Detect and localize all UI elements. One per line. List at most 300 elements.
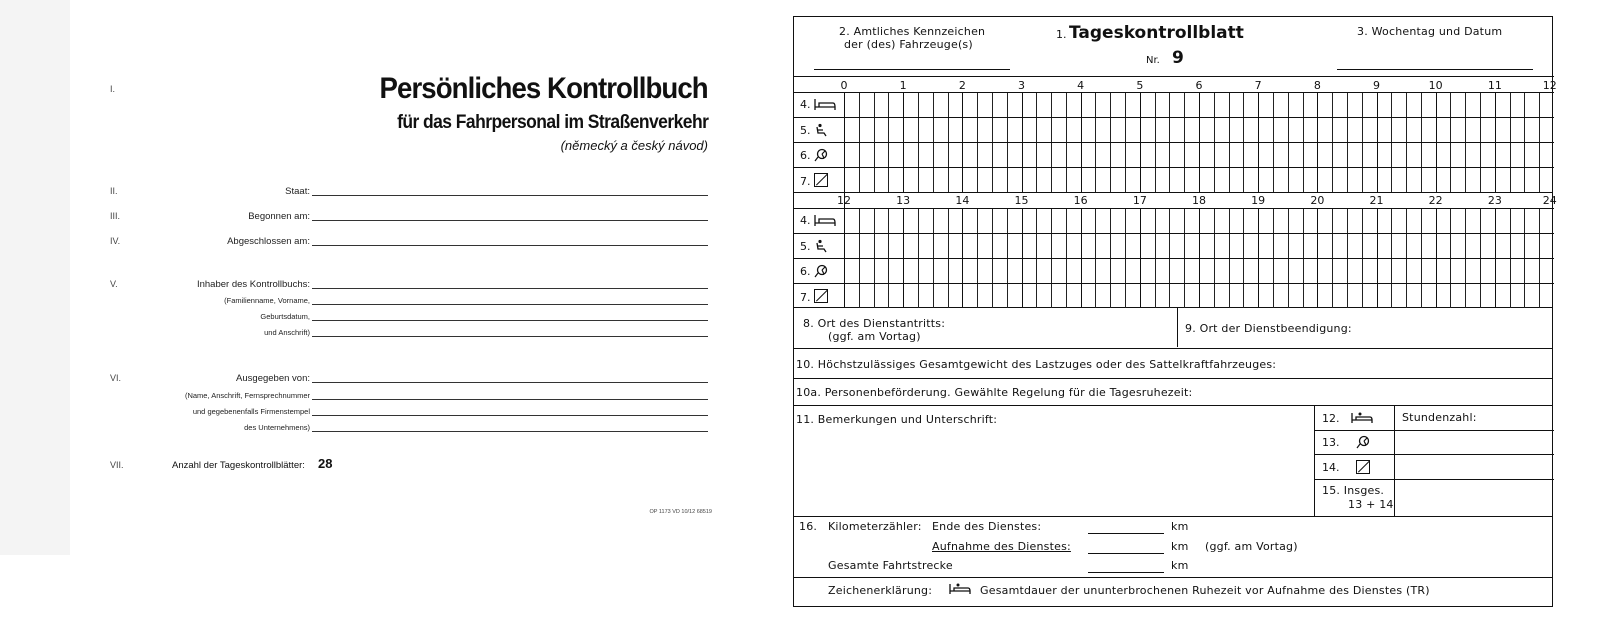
time-cell[interactable]	[1140, 259, 1155, 283]
time-cell[interactable]	[1480, 209, 1495, 233]
time-cell[interactable]	[1524, 234, 1539, 258]
time-cell[interactable]	[1169, 93, 1184, 117]
time-cell[interactable]	[1081, 118, 1096, 142]
time-cell[interactable]	[1495, 209, 1510, 233]
time-cell[interactable]	[1332, 209, 1347, 233]
time-cell[interactable]	[1007, 93, 1022, 117]
time-cell[interactable]	[933, 168, 948, 192]
time-cell[interactable]	[1450, 93, 1465, 117]
staat-field[interactable]	[312, 195, 708, 196]
time-cell[interactable]	[1317, 93, 1332, 117]
time-cell[interactable]	[1022, 259, 1037, 283]
time-cell[interactable]	[962, 259, 977, 283]
time-cell[interactable]	[1066, 209, 1081, 233]
time-cell[interactable]	[1229, 284, 1244, 308]
time-cell[interactable]	[1229, 93, 1244, 117]
time-cell[interactable]	[992, 259, 1007, 283]
time-cell[interactable]	[948, 259, 963, 283]
time-cell[interactable]	[1450, 259, 1465, 283]
time-cell[interactable]	[918, 93, 933, 117]
time-cell[interactable]	[933, 118, 948, 142]
time-cell[interactable]	[1332, 259, 1347, 283]
time-cell[interactable]	[1495, 93, 1510, 117]
time-cell[interactable]	[1169, 284, 1184, 308]
time-cell[interactable]	[1524, 143, 1539, 167]
time-cell[interactable]	[903, 259, 918, 283]
time-cell[interactable]	[1362, 259, 1377, 283]
inhaber-field-line-3[interactable]	[312, 320, 708, 321]
time-cell[interactable]	[1391, 143, 1406, 167]
time-cell[interactable]	[1288, 284, 1303, 308]
time-cell[interactable]	[1214, 259, 1229, 283]
time-cell[interactable]	[1036, 168, 1051, 192]
time-cell[interactable]	[1110, 234, 1125, 258]
time-cell[interactable]	[859, 209, 874, 233]
time-cell[interactable]	[1081, 143, 1096, 167]
time-cell[interactable]	[844, 209, 859, 233]
time-cell[interactable]	[874, 284, 889, 308]
time-cell[interactable]	[1066, 168, 1081, 192]
time-cell[interactable]	[874, 259, 889, 283]
time-cell[interactable]	[1480, 143, 1495, 167]
time-cell[interactable]	[1081, 259, 1096, 283]
time-cell[interactable]	[874, 93, 889, 117]
time-cell[interactable]	[1155, 143, 1170, 167]
time-cell[interactable]	[1258, 168, 1273, 192]
time-cell[interactable]	[1303, 168, 1318, 192]
gesamt-km-field[interactable]	[1088, 572, 1164, 573]
time-cell[interactable]	[903, 284, 918, 308]
time-cell[interactable]	[1110, 118, 1125, 142]
time-cell[interactable]	[1007, 209, 1022, 233]
time-cell[interactable]	[1303, 259, 1318, 283]
time-cell[interactable]	[1007, 259, 1022, 283]
time-cell[interactable]	[1332, 168, 1347, 192]
time-cell[interactable]	[1199, 259, 1214, 283]
time-cell[interactable]	[1051, 143, 1066, 167]
time-cell[interactable]	[1051, 118, 1066, 142]
time-cell[interactable]	[1391, 118, 1406, 142]
time-cell[interactable]	[1169, 259, 1184, 283]
time-cell[interactable]	[1450, 234, 1465, 258]
time-cell[interactable]	[1303, 209, 1318, 233]
time-cell[interactable]	[1273, 234, 1288, 258]
time-cell[interactable]	[1421, 93, 1436, 117]
time-cell[interactable]	[962, 143, 977, 167]
time-cell[interactable]	[1199, 143, 1214, 167]
time-cell[interactable]	[1362, 209, 1377, 233]
time-cell[interactable]	[1095, 143, 1110, 167]
time-cell[interactable]	[1524, 259, 1539, 283]
time-cell[interactable]	[1036, 284, 1051, 308]
time-cell[interactable]	[1421, 259, 1436, 283]
time-cell[interactable]	[918, 143, 933, 167]
time-cell[interactable]	[1495, 118, 1510, 142]
time-cell[interactable]	[1095, 168, 1110, 192]
time-cell[interactable]	[874, 209, 889, 233]
time-cell[interactable]	[1095, 209, 1110, 233]
time-cell[interactable]	[859, 234, 874, 258]
time-cell[interactable]	[1036, 118, 1051, 142]
time-cell[interactable]	[992, 284, 1007, 308]
time-cell[interactable]	[933, 143, 948, 167]
time-cell[interactable]	[918, 118, 933, 142]
time-cell[interactable]	[1273, 143, 1288, 167]
inhaber-field-line-2[interactable]	[312, 304, 708, 305]
time-cell[interactable]	[1332, 234, 1347, 258]
time-cell[interactable]	[903, 168, 918, 192]
time-cell[interactable]	[962, 234, 977, 258]
time-cell[interactable]	[1036, 259, 1051, 283]
time-cell[interactable]	[874, 234, 889, 258]
time-cell[interactable]	[1258, 118, 1273, 142]
time-cell[interactable]	[903, 209, 918, 233]
time-cell[interactable]	[1288, 118, 1303, 142]
time-cell[interactable]	[888, 234, 903, 258]
time-cell[interactable]	[1303, 143, 1318, 167]
time-cell[interactable]	[888, 259, 903, 283]
time-cell[interactable]	[1524, 284, 1539, 308]
time-cell[interactable]	[1421, 209, 1436, 233]
time-cell[interactable]	[1081, 234, 1096, 258]
time-cell[interactable]	[992, 168, 1007, 192]
time-cell[interactable]	[1214, 234, 1229, 258]
time-cell[interactable]	[1391, 234, 1406, 258]
time-cell[interactable]	[1243, 234, 1258, 258]
time-cell[interactable]	[1317, 143, 1332, 167]
time-cell[interactable]	[1273, 284, 1288, 308]
time-cell[interactable]	[1258, 234, 1273, 258]
time-cell[interactable]	[1051, 209, 1066, 233]
time-cell[interactable]	[1510, 209, 1525, 233]
time-cell[interactable]	[844, 168, 859, 192]
time-cell[interactable]	[1539, 284, 1554, 308]
time-cell[interactable]	[1465, 93, 1480, 117]
time-cell[interactable]	[1140, 93, 1155, 117]
time-cell[interactable]	[1199, 234, 1214, 258]
time-cell[interactable]	[1495, 259, 1510, 283]
time-cell[interactable]	[1347, 284, 1362, 308]
time-cell[interactable]	[1465, 259, 1480, 283]
time-cell[interactable]	[948, 234, 963, 258]
ausgegeben-field-line-3[interactable]	[312, 415, 708, 416]
time-cell[interactable]	[1362, 168, 1377, 192]
time-cell[interactable]	[1465, 118, 1480, 142]
time-cell[interactable]	[1450, 209, 1465, 233]
time-cell[interactable]	[1184, 284, 1199, 308]
time-cell[interactable]	[1214, 118, 1229, 142]
time-cell[interactable]	[1169, 234, 1184, 258]
time-cell[interactable]	[1362, 234, 1377, 258]
time-cell[interactable]	[1303, 93, 1318, 117]
ausgegeben-field-line-1[interactable]	[312, 382, 708, 383]
ende-km-field[interactable]	[1088, 533, 1164, 534]
time-cell[interactable]	[1273, 168, 1288, 192]
time-cell[interactable]	[1436, 234, 1451, 258]
time-cell[interactable]	[859, 118, 874, 142]
time-cell[interactable]	[1495, 284, 1510, 308]
time-cell[interactable]	[1022, 118, 1037, 142]
time-cell[interactable]	[918, 234, 933, 258]
time-cell[interactable]	[1066, 259, 1081, 283]
time-cell[interactable]	[1391, 168, 1406, 192]
time-cell[interactable]	[1391, 284, 1406, 308]
time-cell[interactable]	[948, 93, 963, 117]
time-cell[interactable]	[844, 118, 859, 142]
time-cell[interactable]	[874, 168, 889, 192]
time-cell[interactable]	[1317, 118, 1332, 142]
time-cell[interactable]	[1199, 118, 1214, 142]
time-cell[interactable]	[1391, 209, 1406, 233]
time-cell[interactable]	[1169, 209, 1184, 233]
time-cell[interactable]	[1377, 259, 1392, 283]
time-cell[interactable]	[1510, 234, 1525, 258]
time-cell[interactable]	[1510, 284, 1525, 308]
time-cell[interactable]	[1303, 118, 1318, 142]
time-cell[interactable]	[1406, 143, 1421, 167]
time-cell[interactable]	[1288, 234, 1303, 258]
time-cell[interactable]	[859, 93, 874, 117]
time-cell[interactable]	[1214, 284, 1229, 308]
time-cell[interactable]	[1140, 168, 1155, 192]
time-cell[interactable]	[1258, 259, 1273, 283]
time-cell[interactable]	[933, 259, 948, 283]
time-cell[interactable]	[1539, 259, 1554, 283]
time-cell[interactable]	[1229, 259, 1244, 283]
time-cell[interactable]	[1539, 93, 1554, 117]
time-cell[interactable]	[933, 93, 948, 117]
time-cell[interactable]	[1288, 93, 1303, 117]
time-cell[interactable]	[1362, 284, 1377, 308]
time-cell[interactable]	[1110, 209, 1125, 233]
time-cell[interactable]	[1125, 209, 1140, 233]
time-cell[interactable]	[1273, 259, 1288, 283]
inhaber-field-line-4[interactable]	[312, 336, 708, 337]
time-cell[interactable]	[1436, 168, 1451, 192]
time-cell[interactable]	[888, 118, 903, 142]
time-cell[interactable]	[1436, 143, 1451, 167]
time-cell[interactable]	[1524, 209, 1539, 233]
time-cell[interactable]	[1169, 118, 1184, 142]
time-cell[interactable]	[888, 168, 903, 192]
time-cell[interactable]	[1347, 234, 1362, 258]
time-cell[interactable]	[859, 284, 874, 308]
time-cell[interactable]	[1184, 118, 1199, 142]
begonnen-field[interactable]	[312, 220, 708, 221]
time-cell[interactable]	[903, 93, 918, 117]
time-cell[interactable]	[1450, 118, 1465, 142]
time-cell[interactable]	[918, 209, 933, 233]
time-cell[interactable]	[1110, 93, 1125, 117]
time-cell[interactable]	[1436, 259, 1451, 283]
inhaber-field-line-1[interactable]	[312, 288, 708, 289]
time-cell[interactable]	[1288, 259, 1303, 283]
time-cell[interactable]	[1421, 284, 1436, 308]
time-cell[interactable]	[1199, 168, 1214, 192]
time-cell[interactable]	[1539, 168, 1554, 192]
time-cell[interactable]	[1243, 143, 1258, 167]
time-cell[interactable]	[1110, 143, 1125, 167]
time-cell[interactable]	[1051, 168, 1066, 192]
time-cell[interactable]	[1524, 93, 1539, 117]
time-cell[interactable]	[1095, 118, 1110, 142]
time-cell[interactable]	[1140, 284, 1155, 308]
time-cell[interactable]	[1347, 209, 1362, 233]
time-cell[interactable]	[1347, 143, 1362, 167]
time-cell[interactable]	[1022, 284, 1037, 308]
time-cell[interactable]	[1258, 143, 1273, 167]
time-cell[interactable]	[977, 284, 992, 308]
time-cell[interactable]	[977, 234, 992, 258]
time-cell[interactable]	[933, 209, 948, 233]
time-cell[interactable]	[918, 168, 933, 192]
time-cell[interactable]	[1303, 284, 1318, 308]
time-cell[interactable]	[1199, 209, 1214, 233]
time-cell[interactable]	[1273, 209, 1288, 233]
time-cell[interactable]	[1391, 259, 1406, 283]
time-cell[interactable]	[948, 209, 963, 233]
time-cell[interactable]	[1022, 143, 1037, 167]
time-cell[interactable]	[1288, 168, 1303, 192]
time-cell[interactable]	[977, 209, 992, 233]
time-cell[interactable]	[1332, 284, 1347, 308]
time-cell[interactable]	[1436, 118, 1451, 142]
time-cell[interactable]	[1347, 259, 1362, 283]
time-cell[interactable]	[1465, 284, 1480, 308]
time-cell[interactable]	[1258, 93, 1273, 117]
time-cell[interactable]	[1524, 168, 1539, 192]
time-cell[interactable]	[1081, 168, 1096, 192]
time-cell[interactable]	[1303, 234, 1318, 258]
aufnahme-km-field[interactable]	[1088, 553, 1164, 554]
time-cell[interactable]	[1155, 284, 1170, 308]
time-cell[interactable]	[1480, 93, 1495, 117]
time-cell[interactable]	[1184, 168, 1199, 192]
time-cell[interactable]	[1229, 234, 1244, 258]
time-cell[interactable]	[1465, 209, 1480, 233]
time-cell[interactable]	[992, 118, 1007, 142]
time-cell[interactable]	[1243, 118, 1258, 142]
time-cell[interactable]	[1465, 143, 1480, 167]
time-cell[interactable]	[1155, 234, 1170, 258]
time-cell[interactable]	[1406, 93, 1421, 117]
time-cell[interactable]	[1332, 118, 1347, 142]
time-cell[interactable]	[844, 143, 859, 167]
time-cell[interactable]	[1140, 234, 1155, 258]
time-cell[interactable]	[859, 143, 874, 167]
time-cell[interactable]	[1229, 168, 1244, 192]
vehicle-registration-field[interactable]	[814, 69, 1010, 70]
time-cell[interactable]	[1184, 259, 1199, 283]
time-cell[interactable]	[1022, 234, 1037, 258]
time-cell[interactable]	[1510, 143, 1525, 167]
time-cell[interactable]	[962, 93, 977, 117]
time-cell[interactable]	[1155, 168, 1170, 192]
time-cell[interactable]	[1480, 234, 1495, 258]
time-cell[interactable]	[1480, 168, 1495, 192]
time-cell[interactable]	[1406, 259, 1421, 283]
time-cell[interactable]	[888, 284, 903, 308]
ausgegeben-field-line-4[interactable]	[312, 431, 708, 432]
time-cell[interactable]	[1125, 118, 1140, 142]
time-cell[interactable]	[1036, 143, 1051, 167]
time-cell[interactable]	[1140, 118, 1155, 142]
time-cell[interactable]	[888, 143, 903, 167]
time-cell[interactable]	[1317, 168, 1332, 192]
time-cell[interactable]	[992, 209, 1007, 233]
time-cell[interactable]	[859, 259, 874, 283]
time-cell[interactable]	[1155, 209, 1170, 233]
time-cell[interactable]	[1288, 143, 1303, 167]
time-cell[interactable]	[1258, 284, 1273, 308]
time-cell[interactable]	[1229, 118, 1244, 142]
time-cell[interactable]	[962, 209, 977, 233]
time-cell[interactable]	[1243, 93, 1258, 117]
time-cell[interactable]	[1539, 209, 1554, 233]
time-cell[interactable]	[1539, 234, 1554, 258]
time-cell[interactable]	[1495, 143, 1510, 167]
time-cell[interactable]	[977, 168, 992, 192]
time-cell[interactable]	[1095, 259, 1110, 283]
time-cell[interactable]	[977, 118, 992, 142]
time-cell[interactable]	[918, 284, 933, 308]
time-cell[interactable]	[1347, 118, 1362, 142]
time-cell[interactable]	[1421, 234, 1436, 258]
time-cell[interactable]	[1214, 209, 1229, 233]
time-cell[interactable]	[992, 93, 1007, 117]
time-cell[interactable]	[1051, 259, 1066, 283]
weekday-date-field[interactable]	[1337, 69, 1533, 70]
time-cell[interactable]	[1377, 93, 1392, 117]
time-cell[interactable]	[1495, 168, 1510, 192]
time-cell[interactable]	[1051, 234, 1066, 258]
time-cell[interactable]	[1095, 284, 1110, 308]
time-cell[interactable]	[977, 259, 992, 283]
time-cell[interactable]	[1495, 234, 1510, 258]
time-cell[interactable]	[1480, 118, 1495, 142]
time-cell[interactable]	[977, 143, 992, 167]
time-cell[interactable]	[1450, 168, 1465, 192]
time-cell[interactable]	[992, 143, 1007, 167]
time-cell[interactable]	[888, 93, 903, 117]
time-cell[interactable]	[1317, 259, 1332, 283]
time-cell[interactable]	[1450, 284, 1465, 308]
time-cell[interactable]	[1125, 284, 1140, 308]
time-cell[interactable]	[1421, 143, 1436, 167]
time-cell[interactable]	[1110, 284, 1125, 308]
time-cell[interactable]	[1510, 259, 1525, 283]
time-cell[interactable]	[1421, 118, 1436, 142]
time-cell[interactable]	[1081, 209, 1096, 233]
time-cell[interactable]	[903, 234, 918, 258]
time-cell[interactable]	[1243, 209, 1258, 233]
time-cell[interactable]	[1036, 209, 1051, 233]
time-cell[interactable]	[962, 284, 977, 308]
time-cell[interactable]	[1465, 168, 1480, 192]
time-cell[interactable]	[1125, 168, 1140, 192]
time-cell[interactable]	[1022, 168, 1037, 192]
time-cell[interactable]	[1184, 234, 1199, 258]
time-cell[interactable]	[948, 118, 963, 142]
abgeschlossen-field[interactable]	[312, 245, 708, 246]
time-cell[interactable]	[1421, 168, 1436, 192]
time-cell[interactable]	[1362, 118, 1377, 142]
time-cell[interactable]	[1066, 143, 1081, 167]
time-cell[interactable]	[1436, 284, 1451, 308]
time-cell[interactable]	[948, 168, 963, 192]
time-cell[interactable]	[1081, 284, 1096, 308]
time-cell[interactable]	[1125, 234, 1140, 258]
